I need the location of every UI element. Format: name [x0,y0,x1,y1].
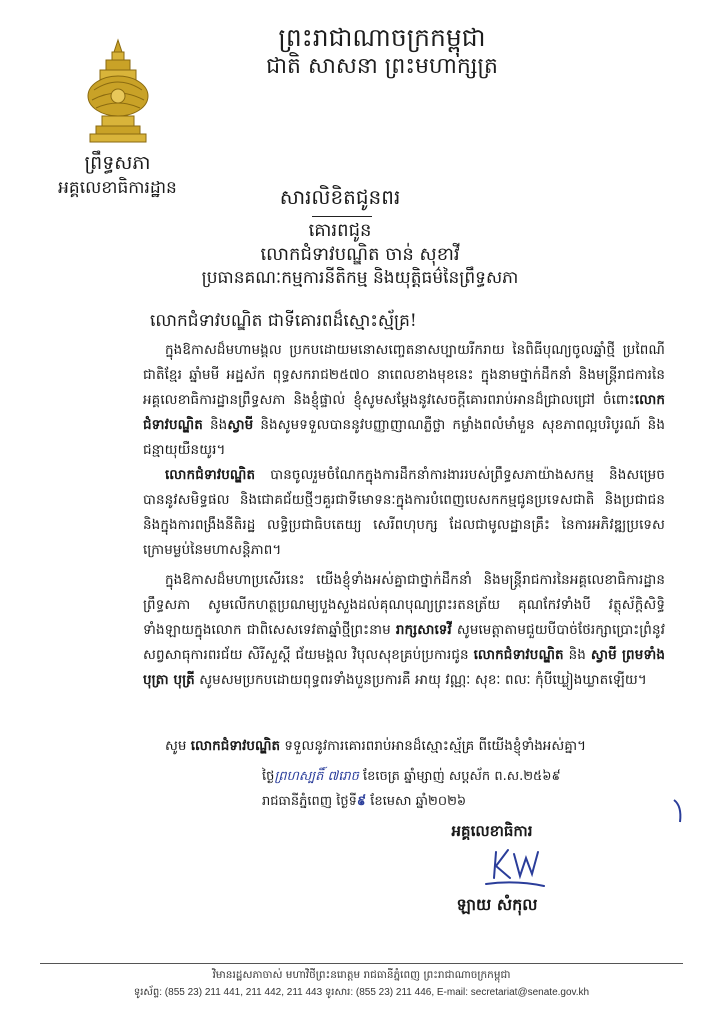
handwritten-tick-icon [670,796,690,826]
kingdom-name: ព្រះរាជាណាចក្រកម្ពុជា [278,23,486,52]
footer-address: វិមានរដ្ឋសភាចាស់ មហាវិថីព្រះនរោត្តម រាជធានីភ្នំពេញ ព្រះរាជាណាចក្រកម្ពុជា [212,969,511,981]
footer-divider [40,963,683,964]
recipient-role: ប្រធានគណៈកម្មការនីតិកម្ម និងយុត្តិធម៌នៃព្រឹទ្ធសភា [201,268,519,288]
handwritten-lunar-day: ព្រហស្បតិ៍ ៧រោច [274,769,359,784]
closing-line: សូម លោកជំទាវបណ្ឌិត ទទួលនូវការគោរពរាប់អានដ៏ស្មោះស្ម័គ្រ ពីយើងខ្ញុំទាំងអស់គ្នា។ [165,738,586,754]
solar-date: រាជធានីភ្នំពេញ ថ្ងៃទី៩ ខែមេសា ឆ្នាំ២០២៦ [262,794,467,809]
lunar-date: ថ្ងៃព្រហស្បតិ៍ ៧រោច ខែចេត្រ ឆ្នាំម្សាញ់ សប្តស័ក ព.ស.២៥៦៩ [262,769,561,784]
document-title: សារលិខិតជូនពរ [279,185,401,209]
national-motto: ជាតិ សាសនា ព្រះមហាក្សត្រ [266,54,498,79]
title-underline [312,216,372,217]
recipient-name: លោកជំទាវបណ្ឌិត ចាន់ សុខាវី [260,244,460,265]
institution-name: ព្រឹទ្ធសភា [84,152,151,174]
footer-contact: ទូរស័ព្ទ: (855 23) 211 441, 211 442, 211 443 ទូរសារ: (855 23) 211 446, E-mail: secretariat@senate.gov.kh [133,987,590,998]
institution-department: អគ្គលេខាធិការដ្ឋាន [58,178,177,198]
senate-emblem-icon [82,38,154,150]
paragraph-2: លោកជំទាវបណ្ឌិត បានចូលរួមចំណែកក្នុងការដឹកនាំការងាររបស់ព្រឹទ្ធសភាយ៉ាងសកម្ម និងសម្រេចបាននូវសមិទ្ធផល និងជោគជ័យថ្មីៗគួរជាទីមោទនៈក្នុងការបំពេញបេសកកម្មជូនប្រទេសជាតិ និងប្រជាជន និងក្នុងការពង្រឹងនីតិរដ្ឋ លទ្ធិប្រជាធិបតេយ្យ សេរីពហុបក្ស ដែលជាមូលដ្ឋានគ្រឹះ នៃការអភិវឌ្ឍប្រទេសក្រោមម្លប់នៃមហាសន្តិភាព។ [143,467,665,558]
signer-name: ឡាយ សំកុល [456,895,538,914]
salutation: លោកជំទាវបណ្ឌិត ជាទីគោរពដ៏ស្មោះស្ម័គ្រ! [150,311,417,331]
addressed-to: គោរពជូន [308,220,372,241]
signer-title: អគ្គលេខាធិការ [451,822,533,840]
handwritten-solar-day: ៩ [356,794,367,809]
paragraph-1: ក្នុងឱកាសដ៏មហាមង្គល ប្រកបដោយមនោសញ្ចេតនាសប្បាយរីករាយ នៃពិធីបុណ្យចូលឆ្នាំថ្មី ប្រពៃណីជាតិខ្មែរ ឆ្នាំមមី អដ្ឋស័ក ពុទ្ធសករាជ២៥៧០ នាពេលខាងមុខនេះ ក្នុងនាមថ្នាក់ដឹកនាំ និងមន្ត្រីរាជការនៃអគ្គលេខាធិការដ្ឋានព្រឹទ្ធសភា និងខ្ញុំផ្ទាល់ ខ្ញុំសូមសម្ដែងនូវសេចក្ដីគោរពរាប់អានដ៏ជ្រាលជ្រៅ ចំពោះលោកជំទាវបណ្ឌិត និងស្វាមី និងសូមទទួលបាននូវបញ្ញាញាណភ្លឺថ្លា កម្លាំងពលំមាំមួន សុខភាពល្អបរិបូរណ៍ និងជន្មាយុយឺនយូរ។ [143,342,665,458]
paragraph-3: ក្នុងឱកាសដ៏មហាប្រសើរនេះ យើងខ្ញុំទាំងអស់គ្នាជាថ្នាក់ដឹកនាំ និងមន្ត្រីរាជការនៃអគ្គលេខាធិការដ្ឋានព្រឹទ្ធសភា សូមលើកហត្ថប្រណម្យបួងសួងដល់គុណបុណ្យព្រះរតនត្រ័យ គុណកែវទាំងបី វត្ថុស័ក្តិសិទ្ធិទាំងឡាយក្នុងលោក ជាពិសេសទេវតាឆ្នាំថ្មីព្រះនាម រាក្សសាទេវី សូមមេត្តាតាមជួយបីបាច់ថែរក្សាប្រោះព្រំនូវសព្វសាធុការពរជ័យ សិរីសួស្ដី ជ័យមង្គល វិបុលសុខគ្រប់ប្រការជូន លោកជំទាវបណ្ឌិត និង ស្វាមី ព្រមទាំង បុត្រា បុត្រី សូមសមប្រកបដោយពុទ្ធពរទាំងបួនប្រការគឺ អាយុ វណ្ណៈ សុខៈ ពលៈ កុំបីឃ្លៀងឃ្លាតឡើយ។ [143,572,666,688]
handwritten-signature-icon [482,844,548,892]
